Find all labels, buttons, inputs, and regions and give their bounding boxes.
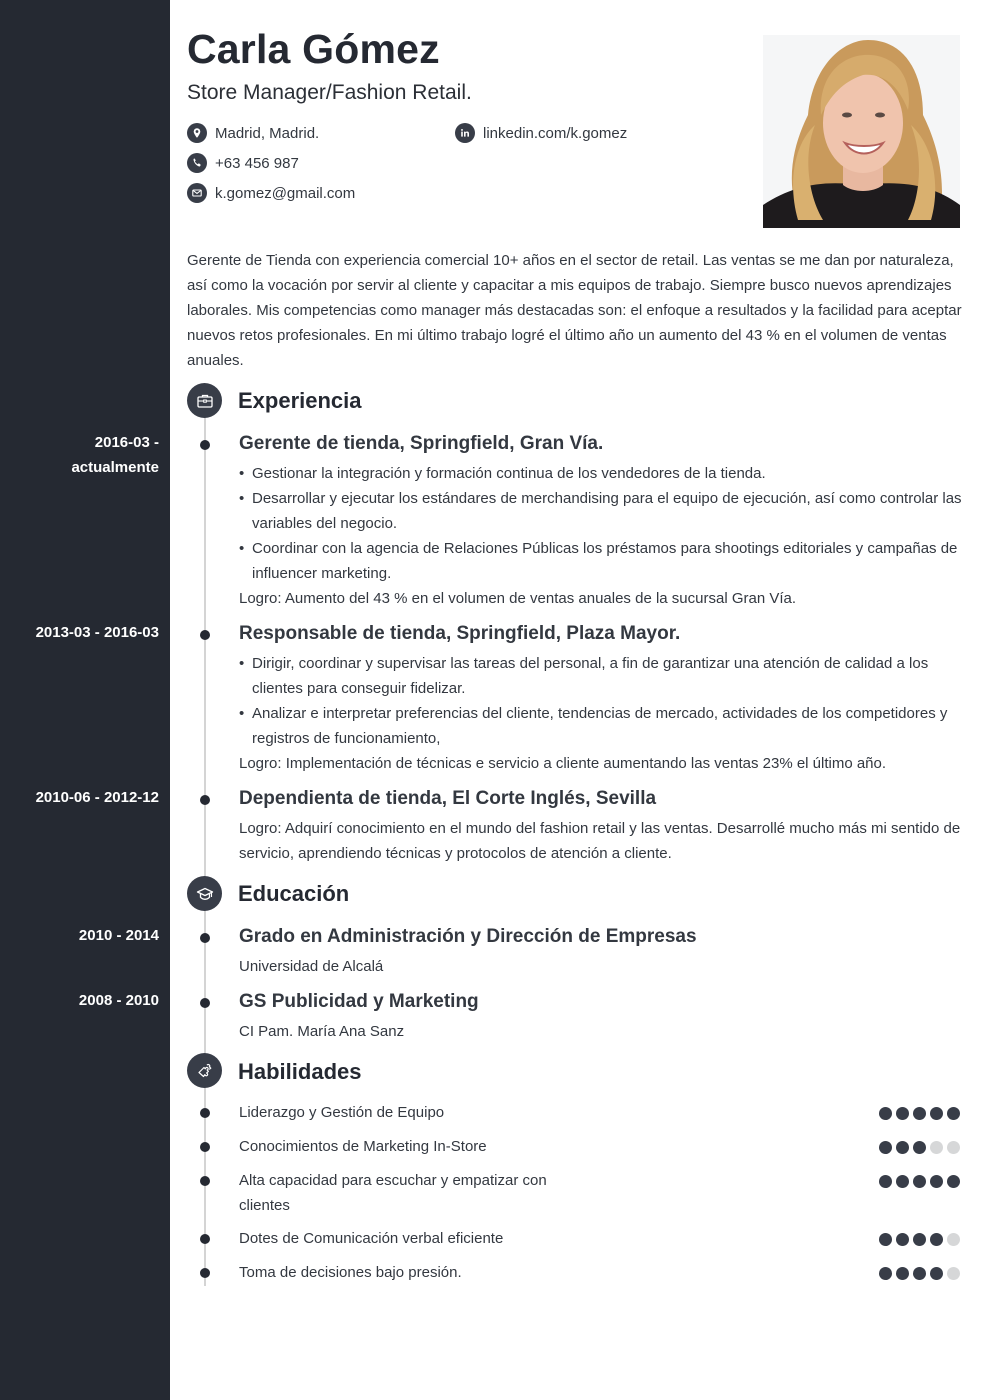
linkedin-link[interactable]: linkedin.com/k.gomez [483,124,628,142]
degree-title: GS Publicidad y Marketing [239,991,479,1012]
skills-heading: Habilidades [238,1059,362,1084]
map-pin-icon [187,123,207,143]
job-title: Responsable de tienda, Springfield, Plaza Mayor. [239,623,681,644]
timeline-line [204,400,206,1286]
graduation-cap-icon [187,876,222,911]
mail-icon [187,183,207,203]
job-bullet: • Gestionar la integración y formación continua de los vendedores de la tienda. [239,461,964,486]
job-title: Dependienta de tienda, El Corte Inglés, Sevilla [239,788,657,809]
skill-name: Dotes de Comunicación verbal eficiente [239,1230,504,1247]
rating-dot-filled [930,1107,943,1120]
date-start: 2016-03 - [94,434,159,451]
rating-dot-filled [879,1175,892,1188]
rating-dot-filled [930,1267,943,1280]
skill-rating [879,1233,960,1246]
job-achievement: Logro: Implementación de técnicas e servicio a cliente aumentando las ventas 23% el último año. [239,755,887,772]
job-bullet: • Coordinar con la agencia de Relaciones Públicas los préstamos para shootings editoriales y campañas de influencer marketing. [239,536,964,586]
job-achievement: Logro: Aumento del 43 % en el volumen de ventas anuales de la sucursal Gran Vía. [239,590,797,607]
contact-linkedin[interactable] [455,123,627,143]
degree-title: Grado en Administración y Dirección de Empresas [239,926,697,947]
timeline-dot [200,630,210,640]
timeline-dot [200,998,210,1008]
rating-dot-filled [896,1141,909,1154]
rating-dot-filled [896,1267,909,1280]
rating-dot-filled [947,1175,960,1188]
candidate-title: Store Manager/Fashion Retail. [187,81,472,104]
job-date [9,785,159,810]
timeline-dot [200,1268,210,1278]
location-text: Madrid, Madrid. [215,124,320,142]
rating-dot-filled [913,1141,926,1154]
profile-photo [763,35,960,228]
rating-dot-filled [913,1233,926,1246]
school-name: Universidad de Alcalá [239,958,384,975]
timeline-dot [200,1142,210,1152]
timeline-dot [200,1234,210,1244]
skill-name: Alta capacidad para escuchar y empatizar con clientes [239,1172,547,1214]
briefcase-icon [187,383,222,418]
candidate-name: Carla Gómez [187,26,440,72]
puzzle-icon [187,1053,222,1088]
rating-dot-empty [947,1141,960,1154]
date-range: 2010-06 - 2012-12 [35,789,159,806]
contact-location [187,123,319,143]
rating-dot-filled [879,1141,892,1154]
skill-rating [879,1175,960,1188]
skill-rating [879,1267,960,1280]
timeline-dot [200,1108,210,1118]
education-date: 2010 - 2014 [78,927,159,944]
rating-dot-filled [930,1233,943,1246]
linkedin-icon [455,123,475,143]
rating-dot-filled [947,1107,960,1120]
job-bullet: • Dirigir, coordinar y supervisar las tareas del personal, a fin de garantizar una atención de calidad a los clientes para conseguir fidelizar. [239,651,964,701]
email-link[interactable]: k.gomez@gmail.com [215,184,356,202]
timeline-dot [200,440,210,450]
rating-dot-filled [896,1175,909,1188]
profile-summary: Gerente de Tienda con experiencia comercial 10+ años en el sector de retail. Las ventas se me dan por naturaleza, así como la vocación por servir al cliente y capacitar a mis equipos de trabajo. Siempre busco nuevos aprendizajes laborales. Mis competencias como manager más destacadas son: el enfoque a resultados y la facilidad para aceptar nuevos retos profesionales. En mi último trabajo logré el último año un aumento del 43 % en el volumen de ventas anuales. [187,252,962,369]
job-achievement: Logro: Adquirí conocimiento en el mundo del fashion retail y las ventas. Desarrollé mucho más mi sentido de servicio, aprendiendo técnicas y protocolos de atención a cliente. [239,820,961,862]
skill-name: Toma de decisiones bajo presión. [239,1264,462,1281]
rating-dot-filled [913,1107,926,1120]
experience-heading: Experiencia [238,388,362,413]
job-bullet: • Analizar e interpretar preferencias del cliente, tendencias de mercado, actividades de los competidores y registros de funcionamiento, [239,701,964,751]
rating-dot-filled [896,1107,909,1120]
rating-dot-filled [896,1233,909,1246]
timeline-dot [200,933,210,943]
rating-dot-filled [879,1267,892,1280]
job-title: Gerente de tienda, Springfield, Gran Vía. [239,433,604,454]
date-range: 2013-03 - 2016-03 [35,624,159,641]
job-bullets [239,651,964,751]
rating-dot-empty [947,1233,960,1246]
contact-phone [187,153,299,173]
rating-dot-filled [879,1107,892,1120]
education-date: 2008 - 2010 [78,992,159,1009]
job-bullet: • Desarrollar y ejecutar los estándares de merchandising para el equipo de ejecución, así como controlar las variables del negocio. [239,486,964,536]
rating-dot-filled [879,1233,892,1246]
phone-text: +63 456 987 [215,154,299,172]
rating-dot-empty [930,1141,943,1154]
rating-dot-filled [913,1175,926,1188]
phone-icon [187,153,207,173]
skill-name: Liderazgo y Gestión de Equipo [239,1104,445,1121]
job-bullets [239,461,964,586]
job-date [9,620,159,645]
rating-dot-filled [913,1267,926,1280]
skill-rating [879,1141,960,1154]
school-name: CI Pam. María Ana Sanz [239,1023,405,1040]
rating-dot-empty [947,1267,960,1280]
job-details [239,816,964,866]
rating-dot-filled [930,1175,943,1188]
timeline-dot [200,795,210,805]
date-end: actualmente [71,459,159,476]
job-details [239,651,964,776]
skill-rating [879,1107,960,1120]
timeline-dot [200,1176,210,1186]
education-heading: Educación [238,881,350,906]
contact-email[interactable] [187,183,355,203]
job-details [239,461,964,611]
job-date [9,430,159,480]
skill-name: Conocimientos de Marketing In-Store [239,1138,487,1155]
